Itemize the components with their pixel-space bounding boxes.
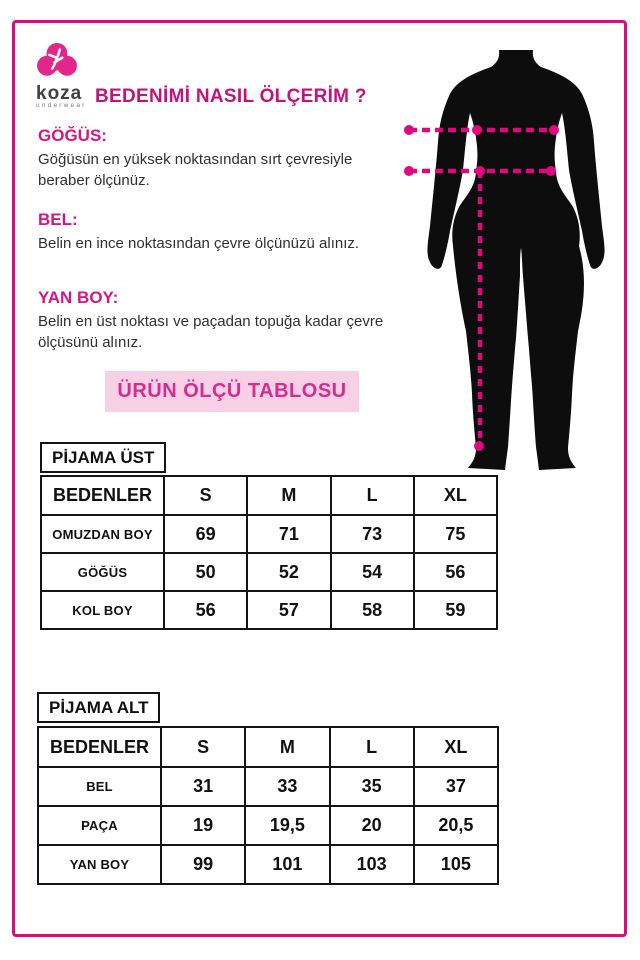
- section-waist-body: Belin en ince noktasından çevre ölçünüzü alınız.: [38, 235, 360, 252]
- table-row: [41, 591, 497, 629]
- cell-value: 56: [164, 591, 247, 629]
- header-cell: XL: [414, 476, 497, 515]
- cell-value: 37: [414, 767, 498, 806]
- header-cell: L: [331, 476, 414, 515]
- size-table-banner: ÜRÜN ÖLÇÜ TABLOSU: [105, 371, 359, 412]
- section-side-length: [38, 288, 398, 353]
- table-header-row: [41, 476, 497, 515]
- size-table-pijama-alt: [37, 726, 499, 885]
- cell-value: 73: [331, 515, 414, 553]
- cell-value: 35: [330, 767, 414, 806]
- header-cell: L: [330, 727, 414, 767]
- header-cell: BEDENLER: [38, 727, 161, 767]
- cell-value: 99: [161, 845, 245, 884]
- cell-value: 20,5: [414, 806, 498, 845]
- row-label: KOL BOY: [41, 591, 164, 629]
- body-silhouette-figure: [400, 45, 630, 480]
- table-row: [38, 767, 498, 806]
- logo-brand-text: koza: [36, 83, 83, 104]
- row-label: OMUZDAN BOY: [41, 515, 164, 553]
- table-row: [38, 845, 498, 884]
- cell-value: 31: [161, 767, 245, 806]
- table-header-row: [38, 727, 498, 767]
- row-label: GÖĞÜS: [41, 553, 164, 591]
- row-label: BEL: [38, 767, 161, 806]
- cell-value: 19: [161, 806, 245, 845]
- header-cell: M: [245, 727, 329, 767]
- section-chest-body: Göğüsün en yüksek noktasından sırt çevresiyle beraber ölçünüz.: [38, 151, 353, 189]
- table-row: [41, 515, 497, 553]
- koza-trefoil-icon: [36, 42, 78, 80]
- cell-value: 71: [247, 515, 330, 553]
- size-table-pijama-ust: [40, 475, 498, 630]
- cell-value: 101: [245, 845, 329, 884]
- cell-value: 103: [330, 845, 414, 884]
- section-chest: [38, 126, 398, 191]
- cell-value: 75: [414, 515, 497, 553]
- table-row: [41, 553, 497, 591]
- section-side-length-body: Belin en üst noktası ve paçadan topuğa kadar çevre ölçüsünü alınız.: [38, 313, 384, 351]
- header-cell: XL: [414, 727, 498, 767]
- table-row: [38, 806, 498, 845]
- header-cell: S: [164, 476, 247, 515]
- section-waist-heading: BEL:: [38, 210, 78, 229]
- header-cell: S: [161, 727, 245, 767]
- table-title-pijama-ust: PİJAMA ÜST: [40, 442, 166, 473]
- row-label: YAN BOY: [38, 845, 161, 884]
- cell-value: 19,5: [245, 806, 329, 845]
- header-cell: BEDENLER: [41, 476, 164, 515]
- cell-value: 59: [414, 591, 497, 629]
- row-label: PAÇA: [38, 806, 161, 845]
- section-waist: [38, 210, 398, 254]
- cell-value: 69: [164, 515, 247, 553]
- cell-value: 57: [247, 591, 330, 629]
- female-silhouette-icon: [400, 45, 630, 480]
- page-title: BEDENİMİ NASIL ÖLÇERİM ?: [95, 86, 367, 107]
- header-cell: M: [247, 476, 330, 515]
- cell-value: 56: [414, 553, 497, 591]
- section-side-length-heading: YAN BOY:: [38, 288, 119, 307]
- section-chest-heading: GÖĞÜS:: [38, 126, 107, 145]
- cell-value: 105: [414, 845, 498, 884]
- cell-value: 20: [330, 806, 414, 845]
- table-title-pijama-alt: PİJAMA ALT: [37, 692, 160, 723]
- cell-value: 58: [331, 591, 414, 629]
- cell-value: 33: [245, 767, 329, 806]
- cell-value: 52: [247, 553, 330, 591]
- cell-value: 50: [164, 553, 247, 591]
- logo-tagline-text: underwear: [36, 102, 87, 109]
- cell-value: 54: [331, 553, 414, 591]
